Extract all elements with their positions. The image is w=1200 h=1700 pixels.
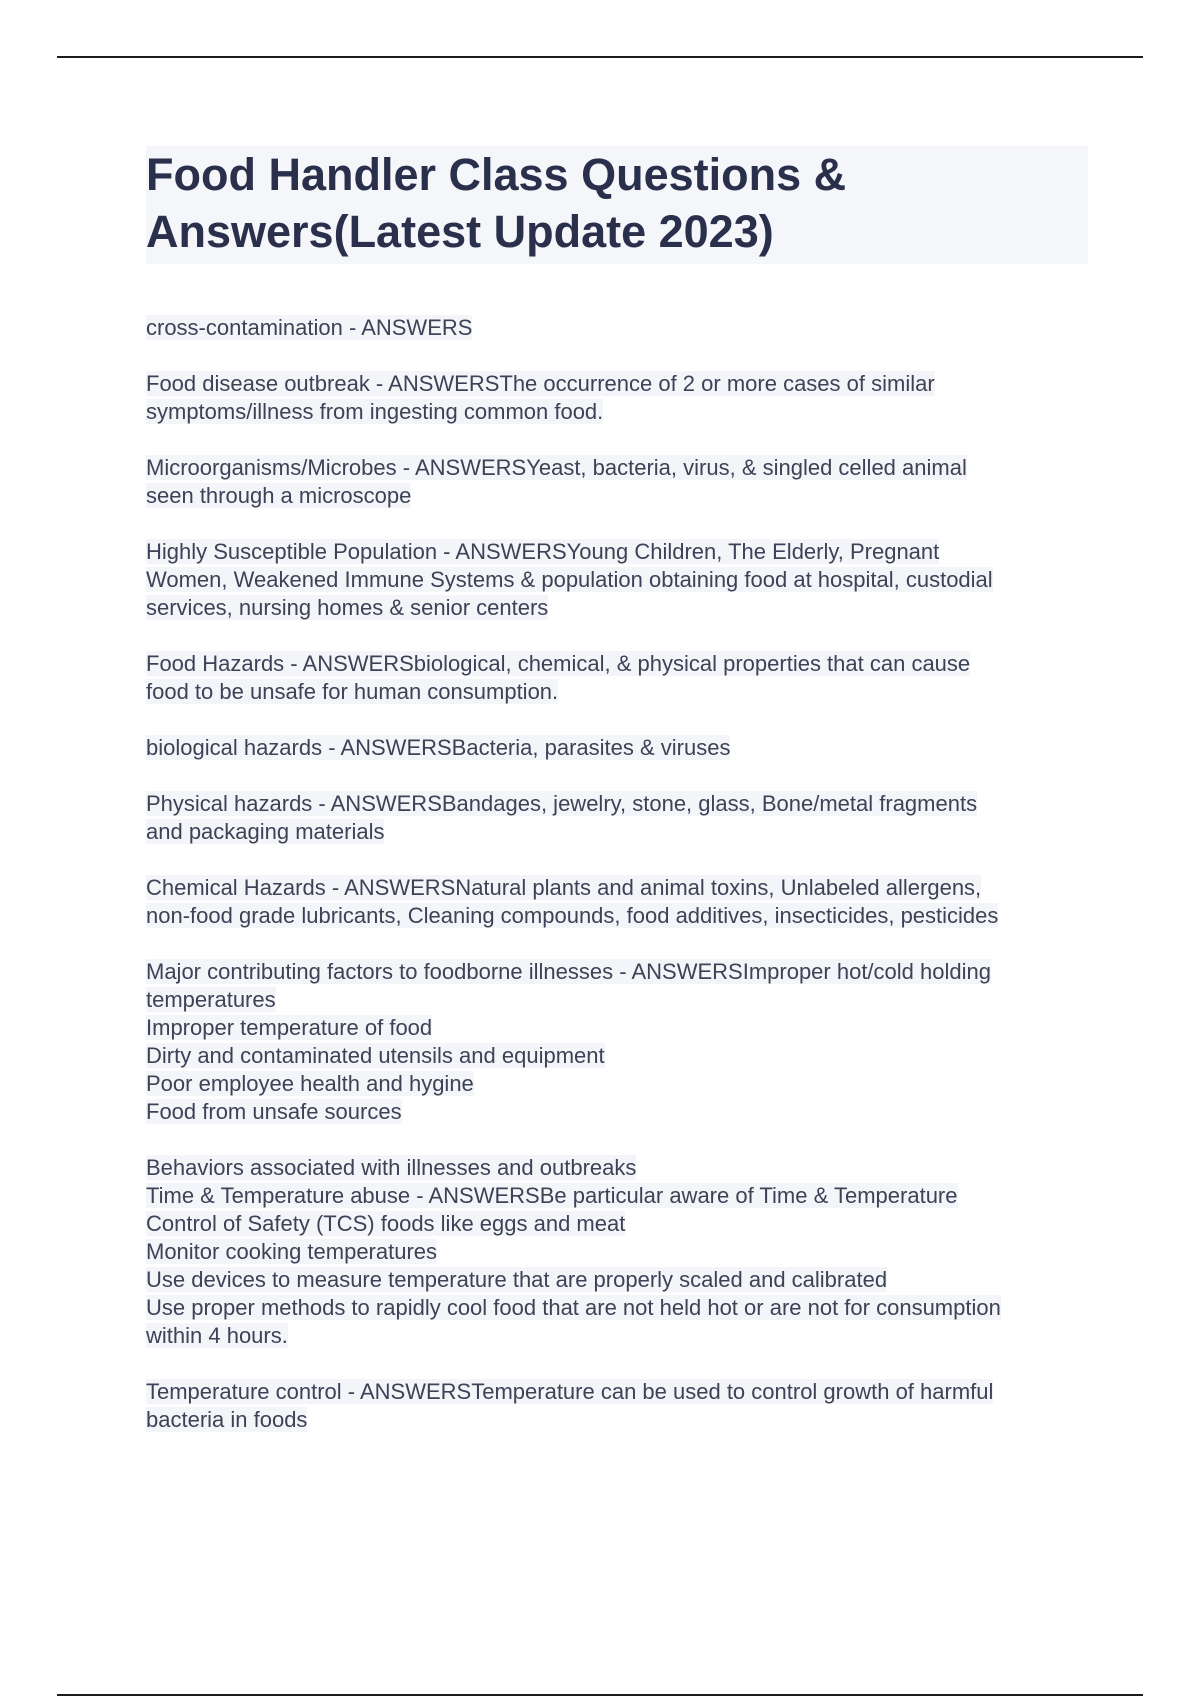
- title-block: [146, 146, 1088, 264]
- qa-entry-line: [146, 454, 1088, 482]
- qa-entry-text: biological hazards - ANSWERSBacteria, parasites & viruses: [146, 735, 731, 760]
- qa-entry-text: Physical hazards - ANSWERSBandages, jewelry, stone, glass, Bone/metal fragments: [146, 791, 978, 816]
- qa-entry-text: and packaging materials: [146, 819, 385, 844]
- qa-entry-text: Food Hazards - ANSWERSbiological, chemical, & physical properties that can cause: [146, 651, 971, 676]
- qa-entry-text: Poor employee health and hygine: [146, 1071, 474, 1096]
- qa-entry-line: [146, 874, 1088, 902]
- qa-entry-line: [146, 650, 1088, 678]
- qa-entry-line: [146, 1378, 1088, 1406]
- qa-entry: [146, 454, 1088, 510]
- qa-entry-text: non-food grade lubricants, Cleaning compounds, food additives, insecticides, pesticides: [146, 903, 999, 928]
- top-rule: [57, 56, 1143, 58]
- qa-entry-line: [146, 1238, 1088, 1266]
- qa-entry-text: temperatures: [146, 987, 276, 1012]
- qa-entry-line: [146, 482, 1088, 510]
- qa-entry-text: Control of Safety (TCS) foods like eggs and meat: [146, 1211, 626, 1236]
- qa-entry-line: [146, 958, 1088, 986]
- qa-entry-line: [146, 314, 1088, 342]
- qa-entry-line: [146, 1014, 1088, 1042]
- title-line: Answers(Latest Update 2023): [146, 206, 774, 257]
- qa-entry-text: Women, Weakened Immune Systems & population obtaining food at hospital, custodial: [146, 567, 993, 592]
- qa-entry-line: [146, 538, 1088, 566]
- qa-entry-line: [146, 370, 1088, 398]
- qa-entry: [146, 1154, 1088, 1350]
- qa-entry-line: [146, 678, 1088, 706]
- qa-entry-text: within 4 hours.: [146, 1323, 288, 1348]
- qa-entry-line: [146, 566, 1088, 594]
- qa-entry: [146, 370, 1088, 426]
- qa-entry-line: [146, 734, 1088, 762]
- qa-entry-text: Food disease outbreak - ANSWERSThe occurrence of 2 or more cases of similar: [146, 371, 935, 396]
- qa-entry-text: seen through a microscope: [146, 483, 412, 508]
- qa-entry: [146, 874, 1088, 930]
- qa-entry-text: Time & Temperature abuse - ANSWERSBe particular aware of Time & Temperature: [146, 1183, 958, 1208]
- qa-entry-line: [146, 1154, 1088, 1182]
- qa-entry-text: Microorganisms/Microbes - ANSWERSYeast, bacteria, virus, & singled celled animal: [146, 455, 967, 480]
- qa-entry-line: [146, 398, 1088, 426]
- qa-entry-text: services, nursing homes & senior centers: [146, 595, 549, 620]
- qa-entry-text: Dirty and contaminated utensils and equipment: [146, 1043, 605, 1068]
- qa-entry-line: [146, 1098, 1088, 1126]
- qa-entry: [146, 1378, 1088, 1434]
- document-page: [146, 146, 1088, 1462]
- qa-entry: [146, 314, 1088, 342]
- qa-entry-text: Monitor cooking temperatures: [146, 1239, 438, 1264]
- qa-entry-line: [146, 818, 1088, 846]
- qa-entry-line: [146, 594, 1088, 622]
- qa-entry-line: [146, 790, 1088, 818]
- qa-entry-text: Use proper methods to rapidly cool food that are not held hot or are not for consumption: [146, 1295, 1001, 1320]
- title-line: Food Handler Class Questions &: [146, 149, 847, 200]
- qa-entry-text: Highly Susceptible Population - ANSWERSYoung Children, The Elderly, Pregnant: [146, 539, 940, 564]
- qa-entry: [146, 538, 1088, 622]
- qa-entry-line: [146, 1322, 1088, 1350]
- qa-entry-line: [146, 1294, 1088, 1322]
- document-title: [146, 146, 1088, 260]
- qa-entry-line: [146, 1266, 1088, 1294]
- qa-entry: [146, 650, 1088, 706]
- qa-entry-text: Food from unsafe sources: [146, 1099, 402, 1124]
- qa-entries: [146, 314, 1088, 1434]
- qa-entry-text: bacteria in foods: [146, 1407, 308, 1432]
- bottom-rule: [57, 1694, 1143, 1696]
- qa-entry-text: Improper temperature of food: [146, 1015, 433, 1040]
- qa-entry-text: Temperature control - ANSWERSTemperature can be used to control growth of harmful: [146, 1379, 994, 1404]
- qa-entry-text: Major contributing factors to foodborne illnesses - ANSWERSImproper hot/cold holding: [146, 959, 991, 984]
- qa-entry-text: cross-contamination - ANSWERS: [146, 315, 473, 340]
- qa-entry-line: [146, 902, 1088, 930]
- qa-entry: [146, 958, 1088, 1126]
- qa-entry-line: [146, 1182, 1088, 1210]
- qa-entry-text: Behaviors associated with illnesses and outbreaks: [146, 1155, 637, 1180]
- qa-entry-line: [146, 1210, 1088, 1238]
- qa-entry-text: Chemical Hazards - ANSWERSNatural plants and animal toxins, Unlabeled allergens,: [146, 875, 982, 900]
- qa-entry-text: food to be unsafe for human consumption.: [146, 679, 559, 704]
- qa-entry-line: [146, 1042, 1088, 1070]
- qa-entry-line: [146, 1406, 1088, 1434]
- qa-entry-line: [146, 986, 1088, 1014]
- qa-entry: [146, 790, 1088, 846]
- qa-entry: [146, 734, 1088, 762]
- qa-entry-text: symptoms/illness from ingesting common food.: [146, 399, 604, 424]
- qa-entry-line: [146, 1070, 1088, 1098]
- qa-entry-text: Use devices to measure temperature that are properly scaled and calibrated: [146, 1267, 888, 1292]
